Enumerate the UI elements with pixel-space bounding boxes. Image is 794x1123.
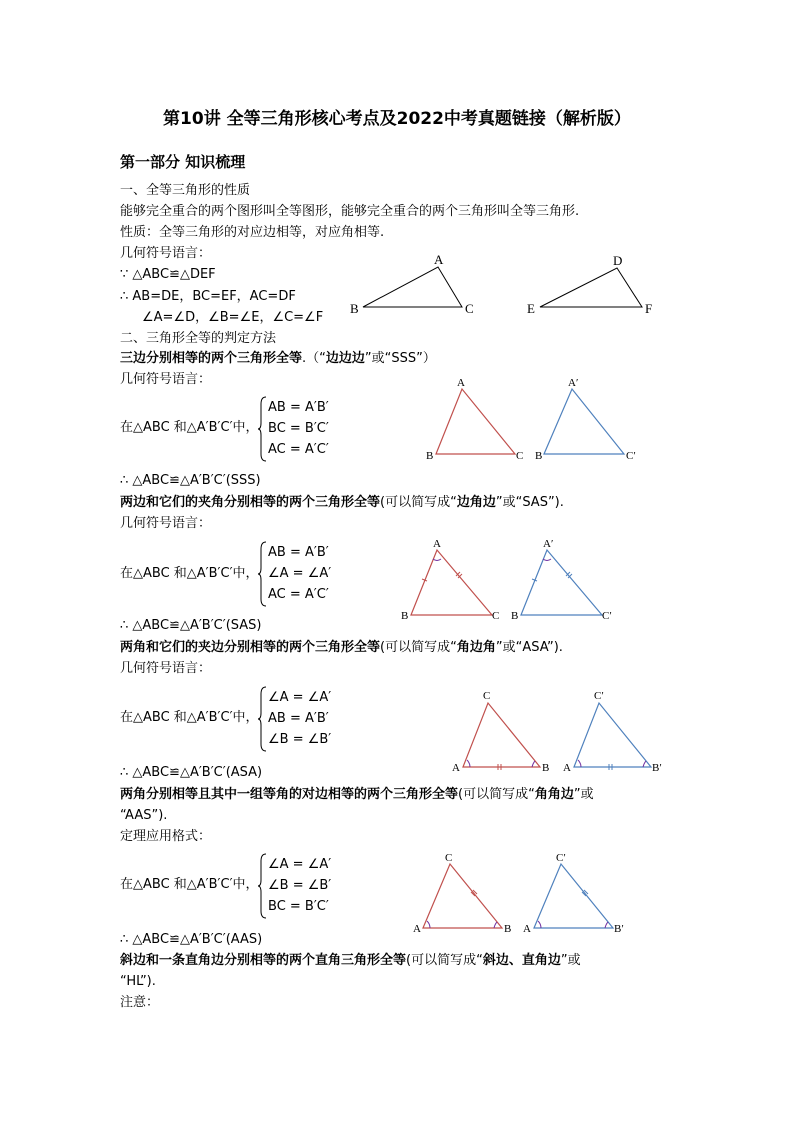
label-B: B [401, 610, 409, 622]
aas-brace-icon [258, 853, 268, 919]
asa-name: 角边角 [456, 640, 496, 655]
sss-brace-icon [258, 396, 268, 462]
label-A: A [433, 538, 441, 550]
sas-symbol-label: 几何符号语言： [120, 516, 212, 531]
label-B: B [504, 923, 512, 935]
aas-abbr-line: “AAS”). [120, 808, 168, 823]
sss-cond-2: BC = B′C′ [268, 421, 329, 436]
sss-name: 边边边 [325, 351, 365, 366]
label-A: A [434, 252, 444, 267]
sss-conditions [268, 397, 329, 460]
aas-triangle-blue [534, 864, 613, 928]
aas-figure [410, 850, 640, 938]
label-B-prime: B [511, 610, 519, 622]
s1-paragraph-2: 性质：全等三角形的对应边相等，对应角相等. [120, 225, 385, 240]
asa-rule-bold: 两角和它们的夹边分别相等的两个三角形全等 [120, 640, 381, 655]
hl-rule [120, 952, 581, 969]
label-B: B [542, 762, 550, 774]
label-C-prime: C′ [602, 610, 612, 622]
asa-rule [120, 639, 563, 656]
asa-abbr: ”或“ASA”). [495, 640, 563, 655]
document-title: 第10讲 全等三角形核心考点及2022中考真题链接（解析版） [163, 109, 631, 129]
note-label: 注意： [120, 995, 160, 1010]
hl-abbr-line: “HL”). [120, 974, 156, 989]
triangle-def [540, 268, 642, 307]
aas-cond-3: BC = B′C′ [268, 899, 329, 914]
asa-angle-mark-blue-B [643, 761, 646, 767]
label-C: C [492, 610, 500, 622]
sss-abbr: ”或“SSS”） [364, 351, 436, 366]
aas-intro: 在△ABC 和△A′B′C′中， [120, 877, 259, 892]
s2-heading: 二、三角形全等的判定方法 [120, 331, 277, 346]
asa-conclusion: ∴ △ABC≌△A′B′C′(ASA) [120, 765, 263, 780]
label-C-prime: C′ [626, 450, 636, 462]
aas-conclusion: ∴ △ABC≌△A′B′C′(AAS) [120, 932, 263, 947]
sss-cond-1: AB = A′B′ [268, 400, 329, 415]
aas-angle-mark-red-B [494, 922, 497, 928]
label-B-prime: B′ [614, 923, 624, 935]
label-C: C [516, 450, 524, 462]
sas-triangle-red [411, 550, 492, 615]
sas-figure [396, 537, 626, 625]
sas-cond-2: ∠A = ∠A′ [268, 566, 332, 581]
sss-triangle-blue [544, 389, 624, 454]
sss-rule-rest: .（“ [302, 351, 326, 366]
sas-cond-1: AB = A′B′ [268, 545, 329, 560]
aas-cond-1: ∠A = ∠A′ [268, 857, 332, 872]
sas-conditions [268, 542, 331, 605]
asa-triangle-blue [574, 703, 651, 767]
s1-therefore-2: ∠A=∠D，∠B=∠E，∠C=∠F [142, 310, 324, 325]
sss-rule [120, 350, 436, 367]
label-A-prime: A′ [568, 377, 579, 389]
label-A-prime: A [523, 923, 531, 935]
label-A: A [457, 377, 465, 389]
sas-conclusion: ∴ △ABC≌△A′B′C′(SAS) [120, 618, 262, 633]
sas-brace-icon [258, 541, 268, 607]
label-A-prime: A′ [543, 538, 554, 550]
part1-heading: 第一部分 知识梳理 [120, 153, 246, 171]
sas-rule-bold: 两边和它们的夹角分别相等的两个三角形全等 [120, 495, 381, 510]
label-C: C [465, 301, 474, 316]
label-D: D [613, 253, 623, 268]
label-C: C [483, 690, 491, 702]
hl-rule-bold: 斜边和一条直角边分别相等的两个直角三角形全等 [120, 953, 407, 968]
label-B: B [426, 450, 434, 462]
asa-intro: 在△ABC 和△A′B′C′中， [120, 710, 259, 725]
symbol-language-label: 几何符号语言： [120, 246, 212, 261]
sas-intro: 在△ABC 和△A′B′C′中， [120, 566, 259, 581]
label-B-prime: B′ [652, 762, 662, 774]
aas-cond-2: ∠B = ∠B′ [268, 878, 332, 893]
sas-name: 边角边 [456, 495, 496, 510]
s1-paragraph-1: 能够完全重合的两个图形叫全等图形，能够完全重合的两个三角形叫全等三角形. [120, 204, 580, 219]
sss-symbol-label: 几何符号语言： [120, 372, 212, 387]
sss-intro: 在△ABC 和△A′B′C′中， [120, 420, 259, 435]
asa-angle-mark-blue-A [578, 760, 581, 767]
sas-rule-rest: (可以简写成“ [380, 495, 457, 510]
label-E: E [527, 301, 535, 316]
s1-heading: 一、全等三角形的性质 [120, 183, 251, 198]
asa-conditions [268, 687, 331, 750]
sas-angle-mark-blue [543, 559, 551, 561]
asa-cond-1: ∠A = ∠A′ [268, 690, 332, 705]
asa-figure [448, 685, 670, 777]
label-B: B [350, 301, 359, 316]
label-C-prime: C′ [556, 852, 566, 864]
triangle-abc [363, 267, 462, 307]
aas-angle-mark-blue-A [538, 921, 541, 928]
theorem-format-label: 定理应用格式： [120, 829, 212, 844]
label-B-prime: B [535, 450, 543, 462]
label-A: A [452, 762, 460, 774]
hl-name: 斜边、直角边 [482, 953, 561, 968]
s1-because: ∵ △ABC≌△DEF [120, 267, 216, 282]
sas-triangle-blue [521, 550, 602, 615]
aas-name: 角角边 [534, 787, 574, 802]
label-C: C [445, 852, 453, 864]
sas-cond-3: AC = A′C′ [268, 587, 329, 602]
aas-rule [120, 786, 594, 803]
asa-angle-mark-red-A [467, 760, 470, 767]
label-A: A [413, 923, 421, 935]
sss-cond-3: AC = A′C′ [268, 442, 329, 457]
label-A-prime: A [563, 762, 571, 774]
s1-therefore-1: ∴ AB=DE，BC=EF，AC=DF [120, 289, 296, 304]
sss-conclusion: ∴ △ABC≌△A′B′C′(SSS) [120, 473, 261, 488]
aas-angle-mark-blue-B [605, 922, 608, 928]
aas-abbr: ”或 [573, 787, 594, 802]
aas-rule-rest: (可以简写成“ [458, 787, 535, 802]
label-F: F [645, 301, 653, 316]
aas-conditions [268, 854, 331, 917]
aas-rule-bold: 两角分别相等且其中一组等角的对边相等的两个三角形全等 [120, 787, 459, 802]
hl-rule-rest: (可以简写成“ [406, 953, 483, 968]
sss-figure [420, 374, 650, 466]
aas-triangle-red [423, 864, 502, 928]
asa-cond-3: ∠B = ∠B′ [268, 732, 332, 747]
asa-brace-icon [258, 686, 268, 752]
def-triangles-figure [340, 252, 670, 322]
aas-angle-mark-red-A [427, 921, 430, 928]
label-C-prime: C′ [594, 690, 604, 702]
hl-abbr: ”或 [560, 953, 581, 968]
sas-rule [120, 494, 564, 511]
asa-triangle-red [463, 703, 540, 767]
sss-rule-bold: 三边分别相等的两个三角形全等 [120, 351, 303, 366]
asa-cond-2: AB = A′B′ [268, 711, 329, 726]
sas-abbr: ”或“SAS”). [495, 495, 564, 510]
asa-rule-rest: (可以简写成“ [380, 640, 457, 655]
asa-angle-mark-red-B [532, 761, 535, 767]
sas-angle-mark-red [433, 559, 441, 561]
sss-triangle-red [436, 389, 515, 454]
asa-symbol-label: 几何符号语言： [120, 661, 212, 676]
